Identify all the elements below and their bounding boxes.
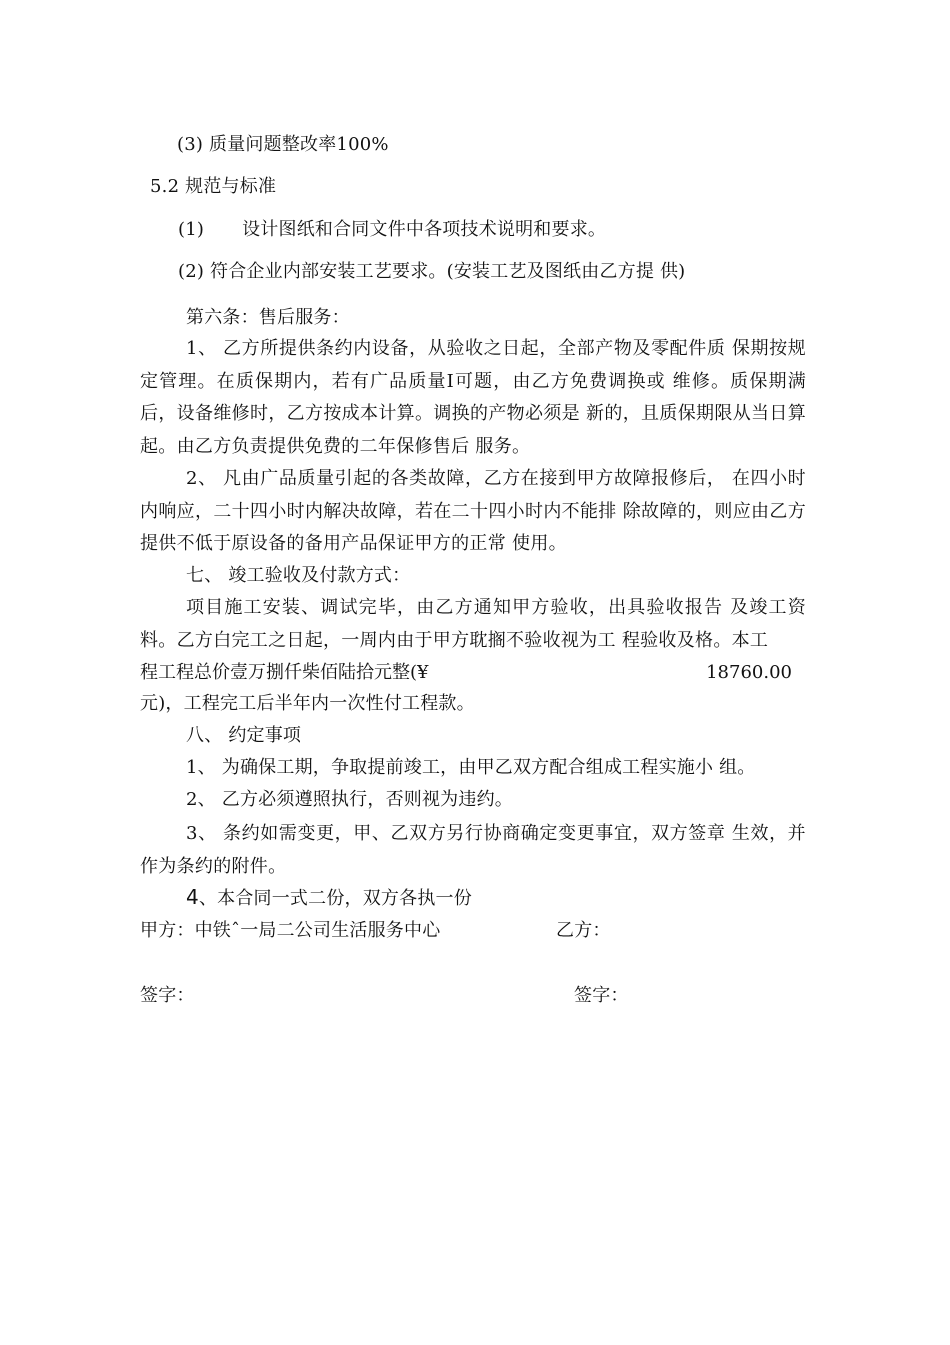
party-b-label: 乙方：	[556, 920, 611, 941]
standard-item-1	[178, 215, 606, 245]
agreement-item-4	[186, 882, 472, 914]
article-7-paragraph: 项目施工安装、调试完毕，由乙方通知甲方验收，出具验收报告 及竣工资料。乙方白完工之日起，一周内由于甲方耽搁不验收视为工 程验收及格。本工	[140, 597, 806, 651]
contract-amount-line	[140, 657, 792, 689]
party-a-signature-label: 签字：	[140, 985, 195, 1006]
party-a-label: 甲方：中铁ˆ一局二公司生活服务中心	[140, 920, 441, 941]
agreement-item-3: 3、 条约如需变更，甲、乙双方另行协商确定变更事宜，双方签章 生效，并作为条约的附件。	[140, 823, 806, 877]
quality-item-3: (3) 质量问题整改率100%	[177, 134, 389, 155]
agreement-item-1: 1、 为确保工期，争取提前竣工，由甲乙双方配合组成工程实施小 组。	[186, 757, 756, 778]
section-5-2-title: 5.2 规范与标准	[150, 176, 277, 197]
agreement-item-2: 2、 乙方必须遵照执行，否则视为违约。	[186, 789, 513, 810]
contract-amount-value: 18760.00	[706, 662, 792, 683]
article-7-title: 七、 竣工验收及付款方式：	[186, 565, 411, 586]
payment-terms: 元)，工程完工后半年内一次性付工程款。	[140, 693, 475, 714]
standard-item-1-text: 设计图纸和合同文件中各项技术说明和要求。	[242, 219, 607, 240]
article-8-title: 八、 约定事项	[186, 725, 302, 746]
article-6-paragraph-1: 1、 乙方所提供条约内设备，从验收之日起，全部产物及零配件质 保期按规定管理。在质保期内，若有广品质量I可题，由乙方免费调换或 维修。质保期满后，设备维修时，乙方按成本计算。调换的产物必须是 新的，且质保期限从当日算起。由乙方负责提供免费的二年保修售后 服务。	[140, 338, 806, 457]
article-6-title: 第六条：售后服务：	[186, 307, 350, 328]
standard-item-1-number: (1)	[178, 219, 205, 240]
standard-item-2: (2) 符合企业内部安装工艺要求。(安装工艺及图纸由乙方提 供)	[178, 261, 686, 282]
agreement-item-4-number: 4	[186, 885, 199, 909]
agreement-item-4-text: 、本合同一式二份，双方各执一份	[198, 888, 472, 909]
party-b-signature-label: 签字：	[574, 985, 629, 1006]
contract-amount-label: 程工程总价壹万捌仟柴佰陆拾元整(¥	[140, 662, 429, 683]
article-6-paragraph-2: 2、 凡由广品质量引起的各类故障，乙方在接到甲方故障报修后， 在四小时内响应，二十四小时内解决故障，若在二十四小时内不能排 除故障的，则应由乙方提供不低于原设备的备用产品保证甲方的正常 使用。	[140, 468, 806, 554]
